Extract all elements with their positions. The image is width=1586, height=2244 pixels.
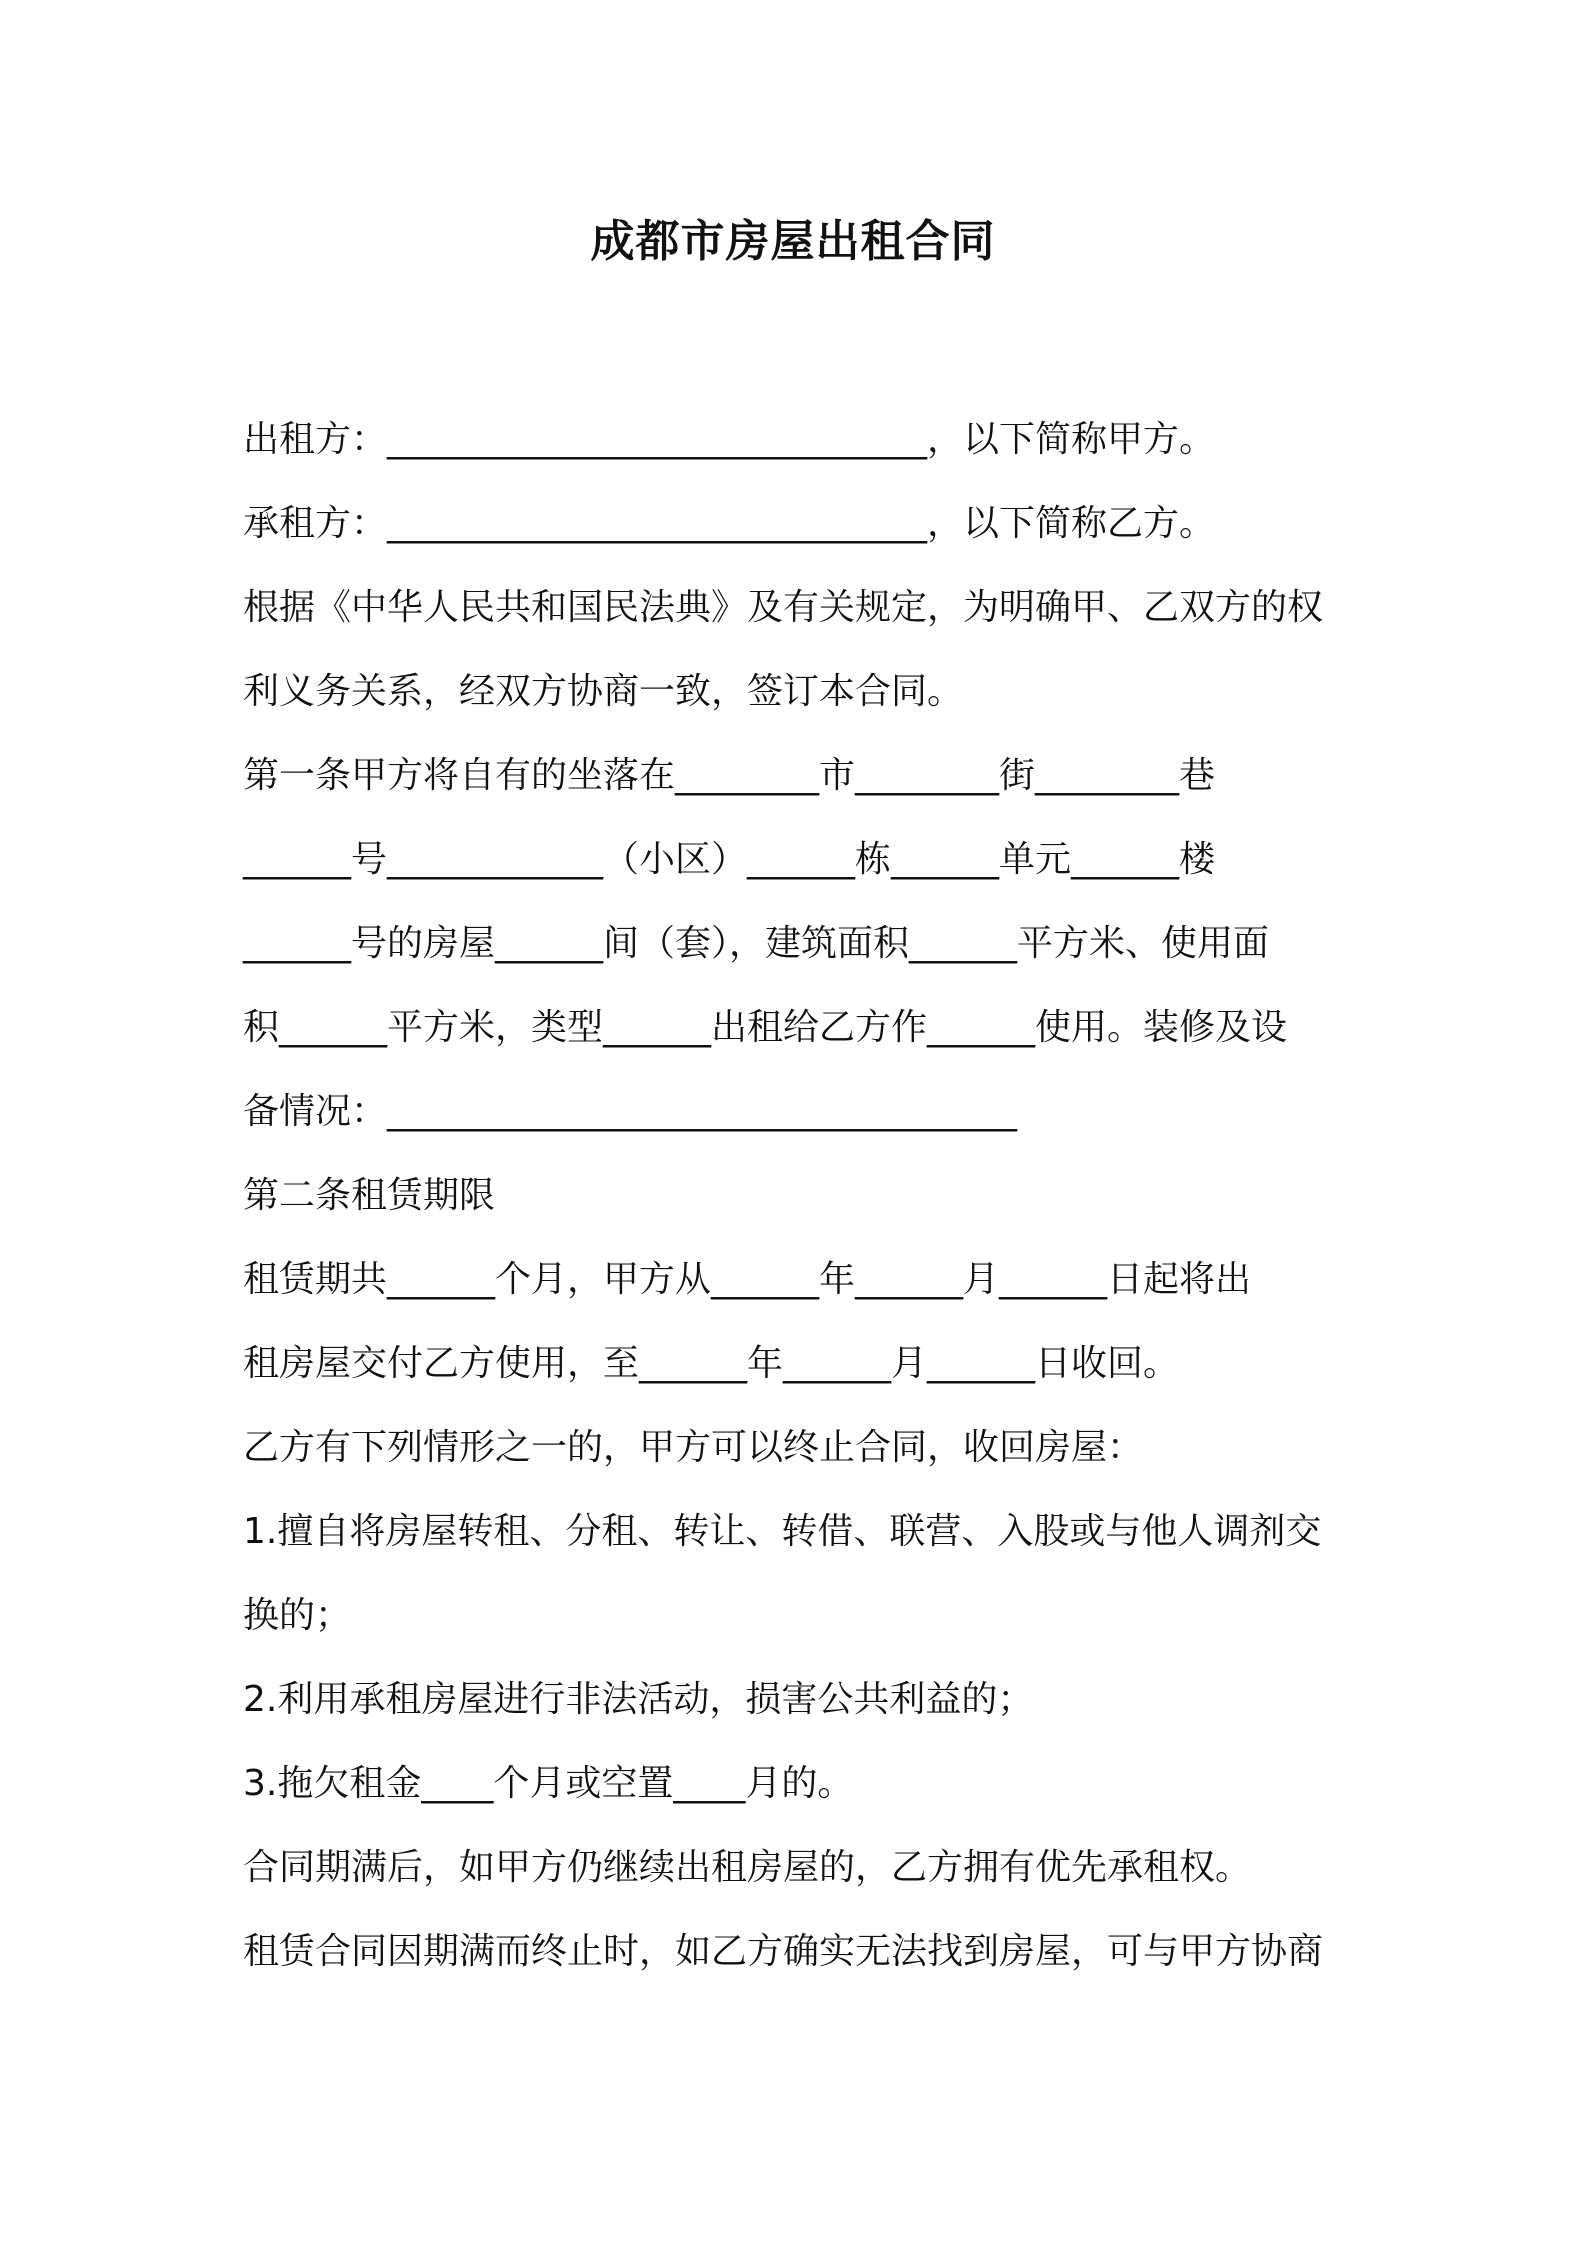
article-1-line-3: ______号的房屋______间（套），建筑面积______平方米、使用面 [243,923,1270,964]
lessor-line: 出租方：______________________________，以下简称甲方。 [243,419,1216,460]
term-line-1: 租赁期共______个月，甲方从______年______月______日起将出 [243,1259,1252,1300]
term-line-2: 租房屋交付乙方使用，至______年______月______日收回。 [243,1343,1180,1384]
termination-intro-line: 乙方有下列情形之一的，甲方可以终止合同，收回房屋： [243,1427,1144,1468]
article-1-line-4: 积______平方米，类型______出租给乙方作______使用。装修及设 [243,1007,1288,1048]
lessee-line: 承租方：______________________________，以下简称乙方。 [243,503,1216,544]
article-1-line-1: 第一条甲方将自有的坐落在________市________街________巷 [243,755,1216,796]
termination-item-1-line-2: 换的； [243,1595,352,1636]
expiry-negotiation-line: 租赁合同因期满而终止时，如乙方确实无法找到房屋，可与甲方协商 [243,1931,1324,1972]
document-title: 成都市房屋出租合同 [590,216,996,267]
article-1-line-2: ______号____________（小区）______栋______单元______楼 [243,839,1216,880]
renewal-priority-line: 合同期满后，如甲方仍继续出租房屋的，乙方拥有优先承租权。 [243,1847,1252,1888]
article-1-line-5: 备情况：___________________________________ [243,1091,1018,1132]
preamble-line-1: 根据《中华人民共和国民法典》及有关规定，为明确甲、乙双方的权 [243,587,1324,628]
termination-item-1-line-1: 1.擅自将房屋转租、分租、转让、转借、联营、入股或与他人调剂交 [243,1511,1322,1552]
termination-item-2: 2.利用承租房屋进行非法活动，损害公共利益的； [243,1679,1034,1720]
preamble-line-2: 利义务关系，经双方协商一致，签订本合同。 [243,671,964,712]
article-2-heading: 第二条租赁期限 [243,1175,496,1216]
termination-item-3: 3.拖欠租金____个月或空置____月的。 [243,1763,854,1804]
